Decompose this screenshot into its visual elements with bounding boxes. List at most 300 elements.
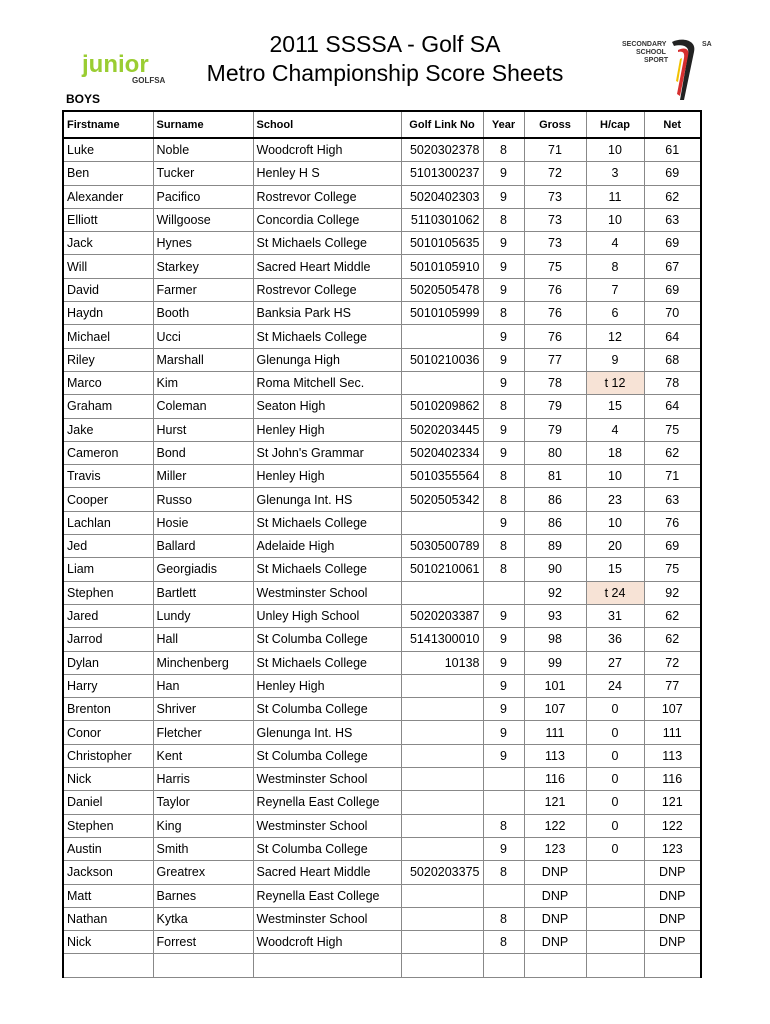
cell-golf-link: 5010355564 [401,465,483,488]
cell-gross: DNP [524,861,586,884]
cell-hcap: 10 [586,511,644,534]
logo-line-secondary: SECONDARY [622,41,667,48]
cell-year [483,581,524,604]
cell-golf-link: 5020203387 [401,604,483,627]
cell-year: 8 [483,208,524,231]
cell-surname: Ballard [153,535,253,558]
cell-gross: 101 [524,674,586,697]
cell-hcap: 12 [586,325,644,348]
cell-gross: 76 [524,278,586,301]
cell-net: 107 [644,698,701,721]
cell-year: 9 [483,604,524,627]
empty-row [63,954,701,977]
cell-firstname: Brenton [63,698,153,721]
cell-hcap [586,884,644,907]
cell-year: 8 [483,465,524,488]
table-row [63,651,701,674]
cell-surname: Hall [153,628,253,651]
cell-firstname: Conor [63,721,153,744]
cell-gross: 111 [524,721,586,744]
cell-school: Westminster School [253,768,401,791]
cell-year: 8 [483,138,524,162]
cell-year: 9 [483,674,524,697]
cell-surname: Forrest [153,931,253,954]
cell-school: Westminster School [253,814,401,837]
cell-net: 75 [644,558,701,581]
table-row [63,441,701,464]
cell-golf-link [401,721,483,744]
cell-gross: 77 [524,348,586,371]
cell-surname: Farmer [153,278,253,301]
cell-school: Reynella East College [253,884,401,907]
cell-surname: Smith [153,837,253,860]
cell-hcap: 31 [586,604,644,627]
table-row [63,861,701,884]
cell-surname: Han [153,674,253,697]
col-header-gross: Gross [524,111,586,138]
cell-golf-link [401,744,483,767]
cell-net: DNP [644,861,701,884]
table-row [63,721,701,744]
cell-year: 9 [483,162,524,185]
cell-firstname: Lachlan [63,511,153,534]
table-row [63,302,701,325]
cell-hcap: 15 [586,395,644,418]
score-table [62,110,702,978]
cell-firstname: Liam [63,558,153,581]
cell-surname: Hynes [153,232,253,255]
cell-gross: 73 [524,185,586,208]
cell-hcap: 10 [586,138,644,162]
cell-firstname: Nick [63,768,153,791]
cell-school: St Columba College [253,837,401,860]
cell-year: 9 [483,418,524,441]
cell-hcap: 0 [586,837,644,860]
cell-school: St Columba College [253,744,401,767]
title-line-2: Metro Championship Score Sheets [206,60,564,86]
cell-hcap: 7 [586,278,644,301]
cell-gross: 122 [524,814,586,837]
cell-gross: 86 [524,488,586,511]
cell-firstname: Jackson [63,861,153,884]
cell-firstname: Riley [63,348,153,371]
cell-firstname: David [63,278,153,301]
cell-school: Henley High [253,418,401,441]
cell-firstname: Christopher [63,744,153,767]
page-title [150,30,620,88]
cell-school: Glenunga High [253,348,401,371]
cell-gross: 72 [524,162,586,185]
cell-golf-link [401,814,483,837]
logo-golfsa-text: GOLFSA [132,76,166,85]
cell-net: 92 [644,581,701,604]
cell-golf-link [401,907,483,930]
title-line-1: 2011 SSSSA - Golf SA [269,31,501,57]
cell-hcap: 0 [586,744,644,767]
cell-hcap: 0 [586,768,644,791]
cell-year: 8 [483,907,524,930]
cell-golf-link: 5020302378 [401,138,483,162]
empty-cell [586,954,644,977]
table-row [63,535,701,558]
cell-year: 8 [483,931,524,954]
cell-gross: 79 [524,418,586,441]
cell-year: 9 [483,628,524,651]
cell-school: St Michaels College [253,232,401,255]
cell-firstname: Dylan [63,651,153,674]
cell-surname: Minchenberg [153,651,253,674]
cell-firstname: Travis [63,465,153,488]
cell-firstname: Nathan [63,907,153,930]
cell-surname: Kent [153,744,253,767]
table-row [63,208,701,231]
cell-surname: Greatrex [153,861,253,884]
cell-net: 64 [644,395,701,418]
cell-net: 121 [644,791,701,814]
cell-surname: Tucker [153,162,253,185]
cell-year [483,884,524,907]
cell-year: 8 [483,395,524,418]
cell-surname: Bartlett [153,581,253,604]
logo-junior-text: junior [82,51,149,78]
cell-firstname: Graham [63,395,153,418]
col-header-net: Net [644,111,701,138]
table-row [63,255,701,278]
cell-firstname: Nick [63,931,153,954]
cell-gross: 78 [524,371,586,394]
empty-cell [524,954,586,977]
cell-firstname: Daniel [63,791,153,814]
cell-gross: 73 [524,232,586,255]
cell-surname: Booth [153,302,253,325]
cell-net: 113 [644,744,701,767]
logo-line-sa: SA [702,41,712,48]
cell-gross: 107 [524,698,586,721]
cell-hcap: 0 [586,791,644,814]
cell-year: 8 [483,558,524,581]
table-row [63,837,701,860]
cell-hcap [586,931,644,954]
cell-school: Woodcroft High [253,931,401,954]
cell-golf-link: 5101300237 [401,162,483,185]
cell-golf-link: 5020505342 [401,488,483,511]
cell-hcap: t 12 [586,371,644,394]
cell-gross: 80 [524,441,586,464]
cell-year: 9 [483,698,524,721]
cell-hcap: 24 [586,674,644,697]
cell-school: Henley High [253,465,401,488]
logo-line-sport: SPORT [644,57,669,64]
cell-surname: Pacifico [153,185,253,208]
col-header-firstname: Firstname [63,111,153,138]
cell-firstname: Austin [63,837,153,860]
cell-surname: Kytka [153,907,253,930]
cell-net: 76 [644,511,701,534]
cell-hcap: 4 [586,418,644,441]
cell-firstname: Jack [63,232,153,255]
cell-net: 111 [644,721,701,744]
cell-net: DNP [644,931,701,954]
cell-gross: 86 [524,511,586,534]
cell-net: 69 [644,162,701,185]
cell-hcap: 15 [586,558,644,581]
cell-surname: Marshall [153,348,253,371]
cell-hcap [586,907,644,930]
table-header-row [63,111,701,138]
cell-surname: Starkey [153,255,253,278]
secondary-school-sport-logo [622,32,714,104]
cell-golf-link [401,884,483,907]
cell-golf-link: 5020505478 [401,278,483,301]
cell-gross: 123 [524,837,586,860]
cell-year: 9 [483,185,524,208]
cell-firstname: Jake [63,418,153,441]
cell-surname: Georgiadis [153,558,253,581]
cell-firstname: Luke [63,138,153,162]
empty-cell [644,954,701,977]
cell-hcap: 4 [586,232,644,255]
cell-surname: Coleman [153,395,253,418]
col-header-surname: Surname [153,111,253,138]
cell-net: 71 [644,465,701,488]
cell-net: 62 [644,604,701,627]
cell-school: Rostrevor College [253,278,401,301]
cell-firstname: Marco [63,371,153,394]
cell-golf-link: 5010210061 [401,558,483,581]
cell-school: Woodcroft High [253,138,401,162]
cell-gross: 93 [524,604,586,627]
cell-net: 62 [644,185,701,208]
cell-hcap: 8 [586,255,644,278]
cell-school: St Michaels College [253,511,401,534]
cell-golf-link [401,837,483,860]
cell-gross: 116 [524,768,586,791]
cell-net: DNP [644,907,701,930]
cell-firstname: Alexander [63,185,153,208]
cell-net: 72 [644,651,701,674]
cell-hcap: 10 [586,465,644,488]
cell-surname: Willgoose [153,208,253,231]
cell-golf-link [401,325,483,348]
cell-school: Roma Mitchell Sec. [253,371,401,394]
cell-golf-link: 5110301062 [401,208,483,231]
cell-golf-link: 5010105910 [401,255,483,278]
cell-net: 69 [644,232,701,255]
cell-school: St Michaels College [253,325,401,348]
cell-net: 61 [644,138,701,162]
cell-golf-link: 5010209862 [401,395,483,418]
cell-net: 62 [644,441,701,464]
cell-hcap: 11 [586,185,644,208]
cell-school: Adelaide High [253,535,401,558]
cell-surname: Noble [153,138,253,162]
cell-firstname: Jed [63,535,153,558]
cell-surname: Ucci [153,325,253,348]
table-row [63,325,701,348]
cell-year: 9 [483,278,524,301]
cell-school: Henley High [253,674,401,697]
cell-school: St Columba College [253,628,401,651]
cell-hcap: 20 [586,535,644,558]
cell-firstname: Matt [63,884,153,907]
cell-surname: Hurst [153,418,253,441]
table-row [63,744,701,767]
cell-net: 77 [644,674,701,697]
cell-firstname: Jared [63,604,153,627]
cell-year: 9 [483,651,524,674]
cell-school: St John's Grammar [253,441,401,464]
cell-hcap: 23 [586,488,644,511]
col-header-school: School [253,111,401,138]
table-row [63,511,701,534]
cell-school: Rostrevor College [253,185,401,208]
cell-golf-link: 5010210036 [401,348,483,371]
cell-school: Sacred Heart Middle [253,861,401,884]
cell-hcap: 0 [586,721,644,744]
cell-surname: Russo [153,488,253,511]
cell-golf-link: 5030500789 [401,535,483,558]
cell-school: Unley High School [253,604,401,627]
cell-firstname: Ben [63,162,153,185]
cell-surname: Taylor [153,791,253,814]
cell-hcap: 9 [586,348,644,371]
cell-school: Glenunga Int. HS [253,488,401,511]
cell-golf-link [401,698,483,721]
cell-gross: DNP [524,931,586,954]
table-row [63,465,701,488]
cell-hcap: 10 [586,208,644,231]
cell-hcap: 36 [586,628,644,651]
cell-year [483,791,524,814]
cell-hcap: 0 [586,814,644,837]
cell-year: 9 [483,255,524,278]
cell-hcap [586,861,644,884]
cell-hcap: 0 [586,698,644,721]
table-row [63,628,701,651]
cell-gross: 90 [524,558,586,581]
cell-school: St Columba College [253,698,401,721]
cell-net: 62 [644,628,701,651]
cell-year: 8 [483,302,524,325]
cell-surname: King [153,814,253,837]
table-row [63,558,701,581]
cell-gross: 76 [524,302,586,325]
cell-firstname: Michael [63,325,153,348]
table-row [63,138,701,162]
cell-golf-link [401,581,483,604]
table-row [63,768,701,791]
cell-gross: 81 [524,465,586,488]
cell-net: 68 [644,348,701,371]
cell-net: 63 [644,208,701,231]
empty-cell [153,954,253,977]
cell-year: 8 [483,488,524,511]
cell-net: 69 [644,278,701,301]
cell-surname: Lundy [153,604,253,627]
cell-gross: 99 [524,651,586,674]
cell-surname: Fletcher [153,721,253,744]
cell-year: 9 [483,232,524,255]
cell-net: 63 [644,488,701,511]
cell-surname: Miller [153,465,253,488]
table-row [63,814,701,837]
table-row [63,604,701,627]
cell-firstname: Will [63,255,153,278]
cell-firstname: Stephen [63,581,153,604]
cell-hcap: 27 [586,651,644,674]
cell-net: 123 [644,837,701,860]
table-row [63,371,701,394]
cell-firstname: Cameron [63,441,153,464]
section-label-boys: BOYS [66,92,101,106]
cell-net: 67 [644,255,701,278]
cell-gross: 71 [524,138,586,162]
cell-net: 64 [644,325,701,348]
table-row [63,884,701,907]
cell-golf-link [401,931,483,954]
cell-golf-link: 5010105635 [401,232,483,255]
cell-net: 70 [644,302,701,325]
cell-year: 9 [483,325,524,348]
cell-net: 116 [644,768,701,791]
cell-golf-link: 10138 [401,651,483,674]
cell-golf-link: 5141300010 [401,628,483,651]
cell-school: St Michaels College [253,651,401,674]
cell-surname: Bond [153,441,253,464]
cell-firstname: Cooper [63,488,153,511]
cell-school: Westminster School [253,907,401,930]
table-row [63,907,701,930]
table-row [63,162,701,185]
cell-gross: DNP [524,907,586,930]
col-header-hcap: H/cap [586,111,644,138]
cell-net: DNP [644,884,701,907]
cell-gross: 79 [524,395,586,418]
cell-hcap: 18 [586,441,644,464]
cell-gross: 89 [524,535,586,558]
cell-gross: 98 [524,628,586,651]
cell-gross: 73 [524,208,586,231]
table-row [63,185,701,208]
table-row [63,931,701,954]
cell-gross: 121 [524,791,586,814]
cell-gross: 92 [524,581,586,604]
cell-school: Reynella East College [253,791,401,814]
cell-year: 9 [483,441,524,464]
cell-hcap: 6 [586,302,644,325]
cell-firstname: Stephen [63,814,153,837]
table-row [63,278,701,301]
cell-surname: Kim [153,371,253,394]
cell-year: 9 [483,744,524,767]
empty-cell [483,954,524,977]
cell-golf-link [401,511,483,534]
cell-school: St Michaels College [253,558,401,581]
cell-net: 78 [644,371,701,394]
cell-school: Sacred Heart Middle [253,255,401,278]
cell-golf-link: 5020402303 [401,185,483,208]
empty-cell [401,954,483,977]
cell-gross: 76 [524,325,586,348]
table-row [63,698,701,721]
cell-year [483,768,524,791]
table-row [63,232,701,255]
cell-firstname: Haydn [63,302,153,325]
cell-golf-link [401,371,483,394]
cell-year: 9 [483,721,524,744]
cell-net: 122 [644,814,701,837]
cell-golf-link [401,768,483,791]
